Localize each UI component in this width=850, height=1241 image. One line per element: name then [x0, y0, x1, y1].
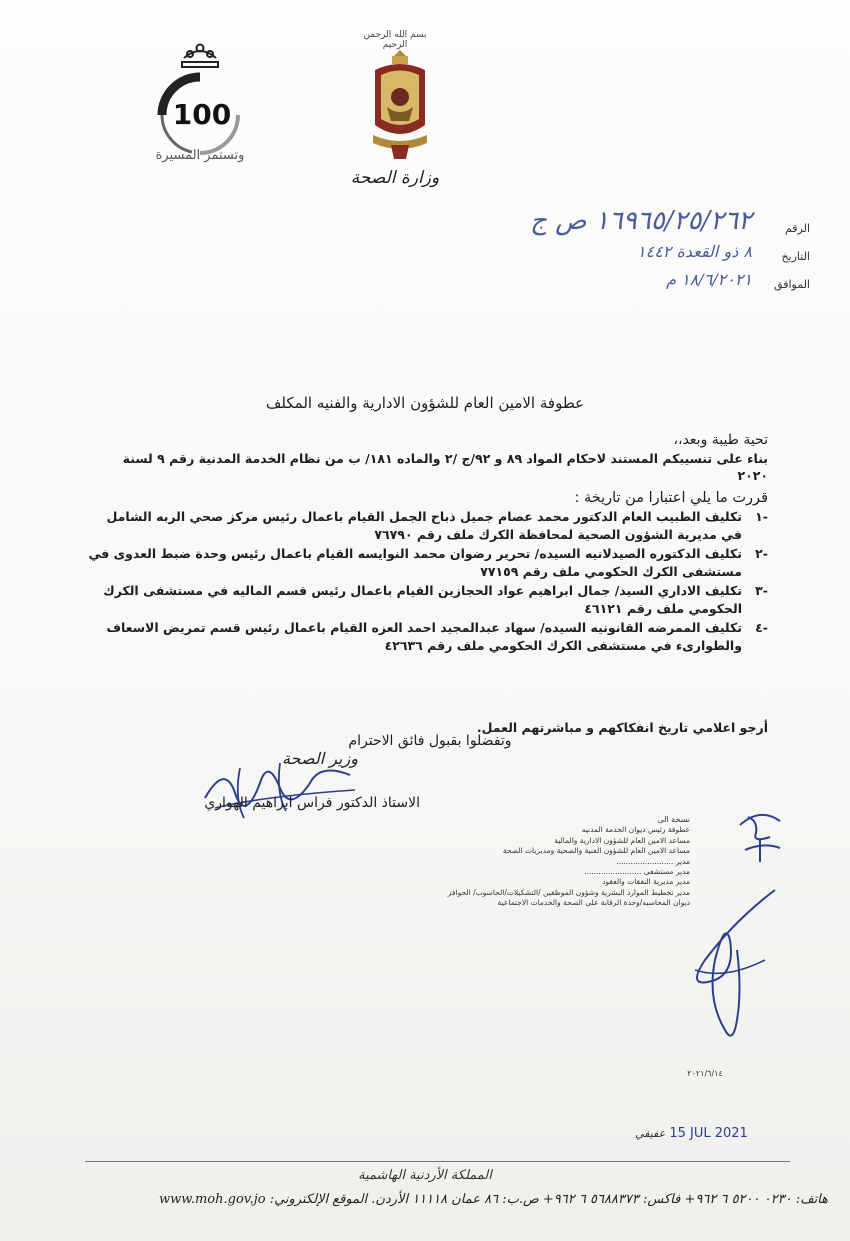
- cc-line: مدير تخطيط الموارد البشرية وشؤون الموظفين /التشكيلات/الحاسوب/ الحوافز: [447, 887, 690, 897]
- footer-kingdom: المملكة الأردنية الهاشمية: [358, 1168, 492, 1183]
- item-text: تكليف الطبيب العام الدكتور محمد عصام جميل ذباح الجمل القيام باعمال رئيس مركز صحي الربه الشامل في مديرية الشؤون الصحية لمحافظة الكرك ملف رقم ٧٦٧٩٠: [106, 509, 742, 542]
- reference-date-label: التاريخ: [781, 250, 810, 263]
- cc-line: مساعد الامين العام للشؤون الادارية والمالية: [554, 835, 690, 845]
- approval-signature-icon: [675, 870, 795, 1060]
- handwritten-date: ٢٠٢١/٦/١٤: [687, 1069, 723, 1078]
- legal-basis: بناء على تنسيبكم المستند لاحكام المواد ٨٩ و ٩٢/ج /٢ والماده ١٨١/ ب من نظام الخدمة المدنية رقم ٩ لسنة ٢٠٢٠: [122, 451, 768, 483]
- stamp-date: 15 JUL 2021: [669, 1126, 748, 1141]
- item-number: -٣: [755, 583, 768, 598]
- item-number: -١: [755, 509, 768, 524]
- item-number: -٤: [755, 620, 768, 635]
- item-text: تكليف الاداري السيد/ جمال ابراهيم عواد الحجازين القيام باعمال رئيس قسم الماليه في مستشفى الكرك الحكومي ملف رقم ٤٦١٢١: [103, 583, 742, 616]
- footer-contact: هاتف: ٠٢٣٠ ٥٢٠٠ ٦ ٩٦٢+ فاكس: ٥٦٨٨٣٧٣ ٦ ٩٦٢+ ص.ب: ٨٦ عمان ١١١١٨ الأردن. الموقع الإلكتروني: www.moh.gov.jo: [159, 1192, 828, 1207]
- cc-line: عطوفة رئيس ديوان الخدمة المدنيه: [581, 825, 690, 835]
- reference-corresponding-value: ١٨/٦/٢٠٢١ م: [666, 270, 752, 289]
- received-stamp: [635, 1126, 785, 1141]
- minister-name: الاستاذ الدكتور فراس ابراهيم الهواري: [204, 795, 420, 811]
- reference-number-value: ١٦٩٦٥/٢٥/٢٦٢ ص ج: [530, 206, 752, 236]
- cc-list: [385, 815, 690, 909]
- assignment-list: [88, 508, 768, 656]
- minister-title: وزير الصحة: [282, 749, 358, 768]
- ministry-name: وزارة الصحة: [350, 168, 440, 188]
- cc-line: مدير ........................: [616, 856, 690, 866]
- greeting: تحية طيبة وبعد،،: [673, 432, 768, 448]
- addressee: عطوفة الامين العام للشؤون الادارية والفنيه المكلف: [265, 394, 585, 412]
- reference-block: [490, 206, 810, 296]
- closing-line: وتفضلوا بقبول فائق الاحترام: [348, 733, 512, 749]
- reference-date-value: ٨ ذو القعدة ١٤٤٢: [637, 242, 752, 261]
- reference-number-label: الرقم: [784, 222, 810, 235]
- list-item: [88, 545, 768, 580]
- cc-line: مساعد الامين العام للشؤون الفنية والصحية ومديريات الصحة: [502, 846, 690, 856]
- cc-line: ديوان المحاسبه/وحدة الرقابة على الصحة والخدمات الاجتماعية: [497, 898, 690, 908]
- emblem-motto: بسم الله الرحمن الرحيم: [363, 30, 427, 50]
- stamp-initials: عفيفي: [635, 1127, 666, 1140]
- coat-of-arms-icon: [365, 45, 435, 165]
- logo-number: 100: [172, 98, 232, 131]
- item-text: تكليف الممرضه القانونيه السيده/ سهاد عبدالمجيد احمد العزه القيام باعمال رئيس قسم تمريض الاسعاف والطوارىء في مستشفى الكرك الحكومي ملف رقم ٤٢٦٣٦: [106, 620, 742, 653]
- item-text: تكليف الدكتوره الصيدلانيه السيده/ تحرير رضوان محمد النوايسه القيام باعمال رئيس وحدة ضبط العدوى في مستشفى الكرك الحكومي ملف رقم ٧٧١٥٩: [88, 546, 742, 579]
- handwritten-marks-icon: [730, 805, 800, 865]
- list-item: [88, 508, 768, 543]
- request-line: أرجو اعلامي تاريخ انفكاكهم و مباشرتهم العمل.: [476, 720, 768, 735]
- decision-intro: قررت ما يلي اعتبارا من تاريخة :: [574, 490, 768, 506]
- cc-heading: نسخة الى: [657, 815, 690, 824]
- cc-line: مدير مديرية النفقات والعقود: [602, 877, 690, 887]
- list-item: [88, 582, 768, 617]
- logo-caption: وتستمر المسيرة: [155, 148, 245, 163]
- footer-divider: [85, 1161, 790, 1162]
- item-number: -٢: [755, 546, 768, 561]
- list-item: [88, 619, 768, 654]
- cc-line: مدير مستشفى ........................: [584, 867, 690, 877]
- reference-corresponding-label: الموافق: [774, 278, 810, 291]
